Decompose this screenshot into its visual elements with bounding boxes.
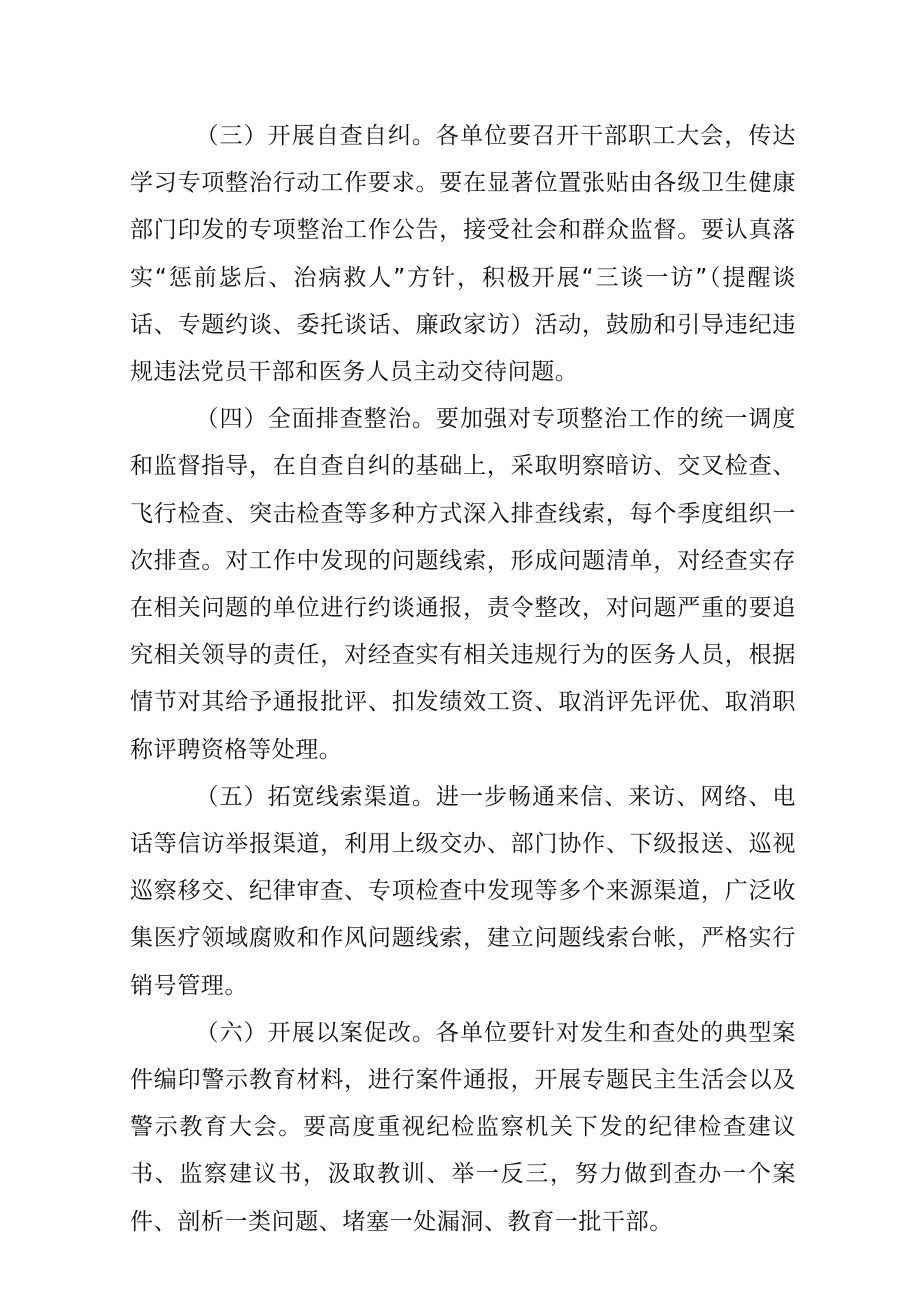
paragraph-clue-channels: （五）拓宽线索渠道。进一步畅通来信、来访、网络、电话等信访举报渠道，利用上级交办、部门协作、下级报送、巡视巡察移交、纪律审查、专项检查中发现等多个来源渠道，广泛收集医疗领域腐败和作风问题线索，建立问题线索台帐，严格实行销号管理。 (130, 783, 796, 999)
paragraph-case-reform: （六）开展以案促改。各单位要针对发生和查处的典型案件编印警示教育材料，进行案件通报，开展专题民主生活会以及警示教育大会。要高度重视纪检监察机关下发的纪律检查建议书、监察建议书，汲取教训、举一反三，努力做到查办一个案件、剖析一类问题、堵塞一处漏洞、教育一批干部。 (130, 1019, 796, 1235)
paragraph-comprehensive-investigation: （四）全面排查整治。要加强对专项整治工作的统一调度和监督指导，在自查自纠的基础上，采取明察暗访、交叉检查、飞行检查、突击检查等多种方式深入排查线索，每个季度组织一次排查。对工作中发现的问题线索，形成问题清单，对经查实存在相关问题的单位进行约谈通报，责令整改，对问题严重的要追究相关领导的责任，对经查实有相关违规行为的医务人员，根据情节对其给予通报批评、扣发绩效工资、取消评先评优、取消职称评聘资格等处理。 (130, 406, 796, 763)
paragraph-self-inspection: （三）开展自查自纠。各单位要召开干部职工大会，传达学习专项整治行动工作要求。要在显著位置张贴由各级卫生健康部门印发的专项整治工作公告，接受社会和群众监督。要认真落实“惩前毖后、治病救人”方针，积极开展“三谈一访”（提醒谈话、专题约谈、委托谈话、廉政家访）活动，鼓励和引导违纪违规违法党员干部和医务人员主动交待问题。 (130, 123, 796, 386)
document-page (130, 113, 796, 1246)
